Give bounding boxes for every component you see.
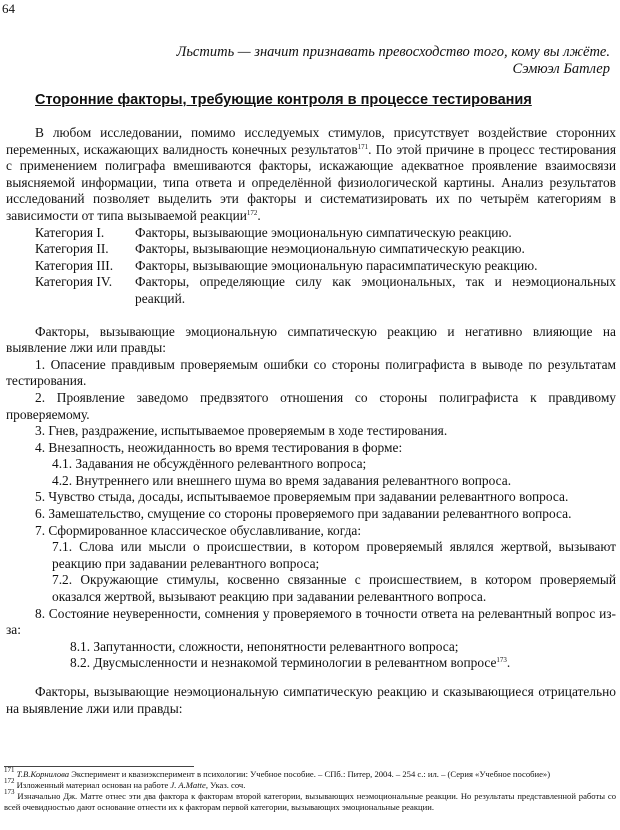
footnote-divider bbox=[4, 766, 194, 767]
category-text: Факторы, определяющие силу как эмоциональных, так и неэмоциональных реакций. bbox=[135, 274, 616, 306]
group1-heading: Факторы, вызывающие эмоциональную симпатическую реакцию и негативно влияющие на выявление лжи или правды: bbox=[6, 323, 616, 356]
body-text bbox=[6, 125, 616, 717]
list-item: 7. Сформированное классическое обуславливание, когда: bbox=[35, 522, 362, 538]
category-item bbox=[6, 225, 616, 242]
category-item bbox=[6, 241, 616, 258]
sub-list-item: 7.2. Окружающие стимулы, косвенно связанные с происшествием, в котором проверяемый оказался жертвой, вызывают реакцию при задавании релевантного вопроса. bbox=[52, 572, 616, 605]
footnote-ref-172: 172 bbox=[246, 208, 258, 217]
section-title: Сторонние факторы, требующие контроля в процессе тестирования bbox=[35, 92, 532, 108]
category-label: Категория IV. bbox=[35, 274, 113, 290]
sub-list-item: 4.2. Внутреннего или внешнего шума во время задавания релевантного вопроса. bbox=[52, 472, 512, 488]
sub-list-item: 8.1. Запутанности, сложности, непонятности релевантного вопроса; bbox=[70, 638, 459, 654]
category-item bbox=[6, 274, 616, 307]
sub-list-item: 7.1. Слова или мысли о происшествии, в котором проверяемый являлся жертвой, вызывают реакцию при задавании релевантного вопроса; bbox=[52, 539, 616, 571]
category-text: Факторы, вызывающие неэмоциональную симпатическую реакцию. bbox=[135, 241, 525, 257]
footnote-173: $^{173}$ Изначально Дж. Матте отнес эти два фактора к факторам второй категории, вызывающих неэмоциональные реакции. Но результаты представленной работы со всей очевидностью дают основание отнести их к факторам первой категории, вызывающих эмоциональные реакции. bbox=[4, 788, 616, 812]
list-item: 8. Состояние неуверенности, сомнения у проверяемого в точности ответа на релевантный вопрос из-за: bbox=[6, 605, 616, 638]
sub-list-item: 8.2. Двусмысленности и незнакомой терминологии в релевантном вопросе$^{173}$. bbox=[70, 655, 511, 671]
list-item: 3. Гнев, раздражение, испытываемое проверяемым в ходе тестирования. bbox=[35, 423, 448, 439]
sub-list-item: 4.1. Задавания не обсуждённого релевантного вопроса; bbox=[52, 456, 367, 472]
category-label: Категория II. bbox=[35, 241, 109, 257]
epigraph-author: Сэмюэл Батлер bbox=[512, 61, 610, 77]
footnote-ref-171: 171 bbox=[357, 142, 369, 151]
category-label: Категория I. bbox=[35, 224, 105, 240]
group2-heading: Факторы, вызывающие неэмоциональную симпатическую реакцию и сказывающиеся отрицательно на выявление лжи или правды: bbox=[6, 684, 616, 716]
list-item: 1. Опасение правдивым проверяемым ошибки со стороны полиграфиста в выводе по результатам тестирования. bbox=[6, 356, 616, 389]
intro-paragraph: В любом исследовании, помимо исследуемых стимулов, присутствует воздействие сторонних переменных, искажающих валидность конечных результатов$^{171}$. По этой причине в процесс тестирования с применением полиграфа вмешиваются факторы, искажающие адекватное проявление взаимосвязи выясняемой информации, типа ответа и определённой физиологической картины. Анализ результатов исследований позволяет выделить эти факторы и систематизировать их по четырём категориям в зависимости от типа вызываемой реакции$^{172}$. bbox=[6, 125, 616, 223]
list-item: 5. Чувство стыда, досады, испытываемое проверяемым при задавании релевантного вопроса. bbox=[35, 489, 569, 505]
footnote-ref-173: 173 bbox=[496, 656, 507, 665]
footnote-172: $^{172}$ Изложенный материал основан на работе J. A.Matte, Указ. соч. bbox=[4, 777, 246, 790]
category-label: Категория III. bbox=[35, 257, 114, 273]
list-item: 2. Проявление заведомо предвзятого отношения со стороны полиграфиста к правдивому проверяемому. bbox=[6, 389, 616, 422]
footnote-171: $^{171}$ Т.В.Корнилова Эксперимент и квазиэксперимент в психологии: Учебное пособие. – СПб.: Питер, 2004. – 254 с.: ил. – (Серия «Учебное пособие») bbox=[4, 766, 551, 779]
category-item bbox=[6, 258, 616, 275]
list-item: 6. Замешательство, смущение со стороны проверяемого при задавании релевантного вопроса. bbox=[35, 506, 572, 522]
page-number: 64 bbox=[2, 1, 15, 16]
list-item: 4. Внезапность, неожиданность во время тестирования в форме: bbox=[35, 439, 403, 455]
category-text: Факторы, вызывающие эмоциональную парасимпатическую реакцию. bbox=[135, 257, 538, 273]
category-text: Факторы, вызывающие эмоциональную симпатическую реакцию. bbox=[135, 224, 512, 240]
epigraph-quote: Льстить — значит признавать превосходство того, кому вы лжёте. bbox=[176, 44, 610, 60]
footnotes bbox=[4, 766, 616, 813]
